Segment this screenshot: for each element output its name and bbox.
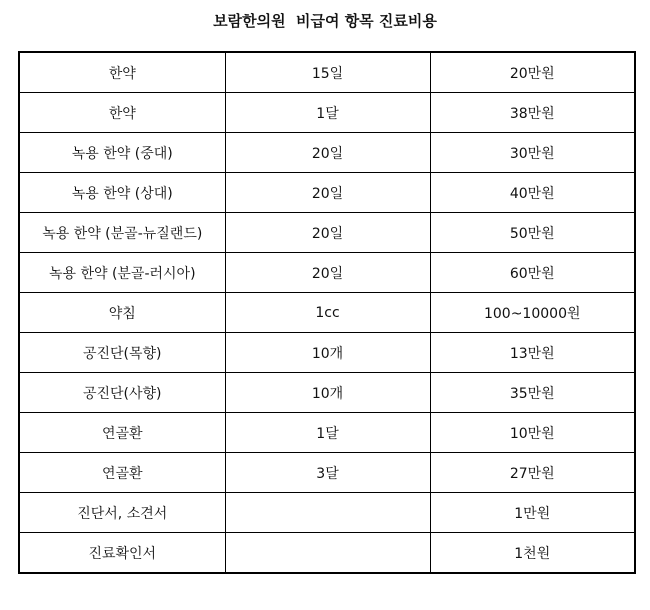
price-cell: 30만원 (430, 133, 635, 173)
table-row (19, 533, 635, 574)
table-row (19, 173, 635, 213)
table-row (19, 253, 635, 293)
item-cell: 진단서, 소견서 (19, 493, 225, 533)
price-cell: 40만원 (430, 173, 635, 213)
unit-cell: 10개 (225, 333, 430, 373)
unit-cell: 20일 (225, 173, 430, 213)
price-cell: 13만원 (430, 333, 635, 373)
table-row (19, 52, 635, 93)
table-row (19, 493, 635, 533)
item-cell: 공진단(사향) (19, 373, 225, 413)
fee-table (18, 51, 636, 574)
item-cell: 녹용 한약 (상대) (19, 173, 225, 213)
price-cell: 20만원 (430, 52, 635, 93)
price-cell: 50만원 (430, 213, 635, 253)
item-cell: 한약 (19, 93, 225, 133)
price-cell: 35만원 (430, 373, 635, 413)
unit-cell: 1달 (225, 93, 430, 133)
unit-cell: 3달 (225, 453, 430, 493)
table-row (19, 373, 635, 413)
item-cell: 연골환 (19, 413, 225, 453)
item-cell: 녹용 한약 (분골-뉴질랜드) (19, 213, 225, 253)
unit-cell: 10개 (225, 373, 430, 413)
page-title: 보람한의원 비급여 항목 진료비용 (213, 12, 437, 30)
unit-cell (225, 533, 430, 574)
table-row (19, 133, 635, 173)
unit-cell: 15일 (225, 52, 430, 93)
table-row (19, 93, 635, 133)
price-cell: 60만원 (430, 253, 635, 293)
unit-cell: 1cc (225, 293, 430, 333)
item-cell: 공진단(목향) (19, 333, 225, 373)
item-cell: 진료확인서 (19, 533, 225, 574)
unit-cell: 20일 (225, 213, 430, 253)
table-row (19, 453, 635, 493)
item-cell: 연골환 (19, 453, 225, 493)
table-row (19, 213, 635, 253)
price-cell: 1천원 (430, 533, 635, 574)
unit-cell: 1달 (225, 413, 430, 453)
item-cell: 한약 (19, 52, 225, 93)
price-cell: 27만원 (430, 453, 635, 493)
price-cell: 38만원 (430, 93, 635, 133)
price-cell: 100~10000원 (430, 293, 635, 333)
item-cell: 녹용 한약 (분골-러시아) (19, 253, 225, 293)
item-cell: 약침 (19, 293, 225, 333)
table-row (19, 333, 635, 373)
table-row (19, 293, 635, 333)
unit-cell: 20일 (225, 253, 430, 293)
unit-cell: 20일 (225, 133, 430, 173)
unit-cell (225, 493, 430, 533)
table-row (19, 413, 635, 453)
price-cell: 10만원 (430, 413, 635, 453)
item-cell: 녹용 한약 (중대) (19, 133, 225, 173)
price-cell: 1만원 (430, 493, 635, 533)
